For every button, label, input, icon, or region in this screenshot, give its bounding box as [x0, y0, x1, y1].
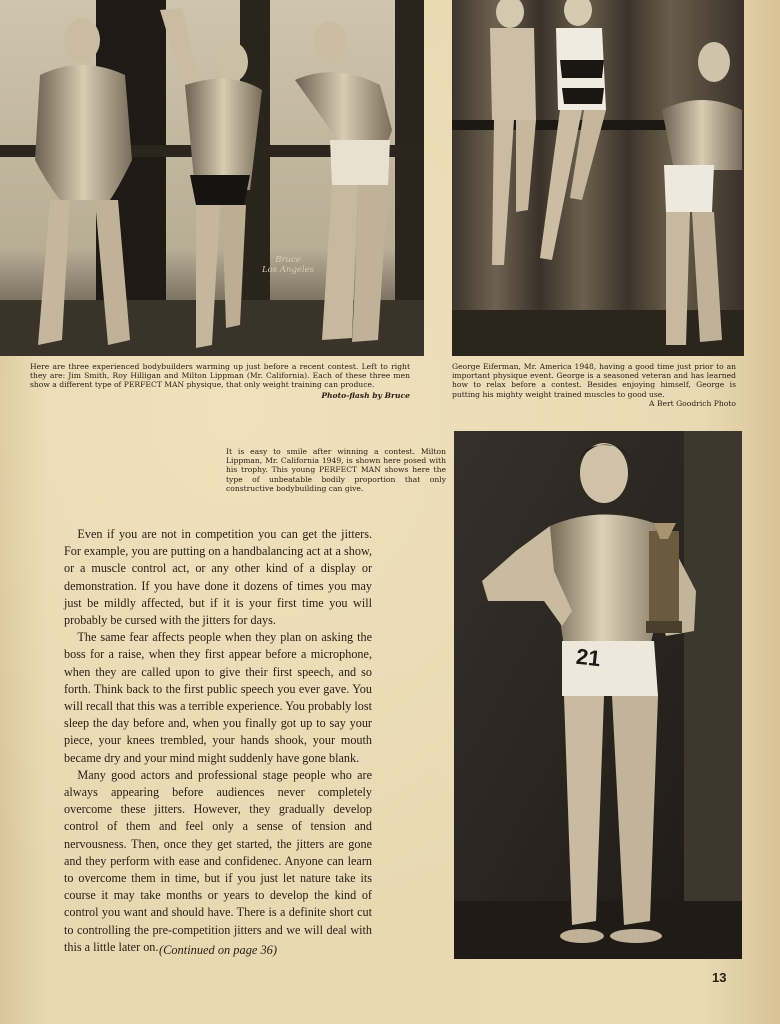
caption-three-bodybuilders-text: Here are three experienced bodybuilders warming up just before a recent contest. Left to right they are: Jim Smith, Roy Hilligan and Milton Lippman (Mr. California). Each of these three men show a different type of PERFECT MAN physique, that only weight training can produce.: [30, 362, 410, 390]
caption-george-eiferman-text: George Eiferman, Mr. America 1948, having a good time just prior to an important physique event. George is a seasoned veteran and has learned how to relax before a contest. Besides enjoying himself, George is putting his mighty weight trained muscles to good use.: [452, 362, 736, 399]
photographer-signature: [262, 255, 314, 275]
signature-line1: Bruce: [275, 255, 301, 265]
article-body: [64, 526, 372, 956]
contestant-number: 21: [574, 643, 602, 672]
photo-three-bodybuilders-image: [0, 0, 424, 356]
article-paragraph-1: Even if you are not in competition you can get the jitters. For example, you are putting on a handbalancing act at a show, or a muscle control act, or any other kind of a display or demonstration. If you have done it dozens of times you may just be mildly affected, but if it is your first time you will probably be cursed with the jitters for days.: [64, 527, 372, 628]
photo-milton-lippman-image: [454, 431, 742, 959]
page-number: 13: [712, 970, 727, 985]
photo-george-eiferman-image: [452, 0, 744, 356]
photo-three-bodybuilders: [0, 0, 424, 356]
signature-line2: Los Angeles: [262, 265, 315, 275]
caption-milton-lippman: [226, 447, 446, 493]
continued-note: (Continued on page 36): [158, 943, 278, 957]
photo-credit-bruce: Photo-flash by Bruce: [321, 390, 410, 400]
photo-credit-bert-goodrich: A Bert Goodrich Photo: [649, 398, 736, 408]
article-paragraph-3: Many good actors and professional stage people who are always appearing before audiences never completely overcome these jitters. However, they gradually develop control of them and feel only a sense of tension and nervousness. Then, once they get started, the jitters are gone and they perform with ease and confidenec. Anyone can learn to overcome them in time, but if you just let nature take its course it may take months or years to develop the kind of control you want and should have. There is a definite short cut to controlling the pre-competition jitters and we will deal with this a little later on.: [64, 767, 372, 954]
caption-george-eiferman: [452, 362, 736, 408]
caption-milton-lippman-text: It is easy to smile after winning a contest. Milton Lippman, Mr. California 1949, is shown here posed with his trophy. This young PERFECT MAN shows here the type of unbeatable bodily proportion that only constructive bodybuilding can give.: [226, 447, 446, 493]
caption-three-bodybuilders: [30, 362, 410, 400]
article-paragraph-2: The same fear affects people when they plan on asking the boss for a raise, when they first appear before a microphone, when they are called upon to give their first speech, and so forth. Think back to the first public speech you ever gave. You will recall that this was a terrible experience. You probably lost sleep the day before and, when you finally got up to say your piece, your knees trembled, your hands shook, your mouth became dry and your mind might suddenly have gone blank.: [64, 630, 372, 765]
photo-milton-lippman: [454, 431, 742, 959]
photo-george-eiferman: [452, 0, 744, 356]
